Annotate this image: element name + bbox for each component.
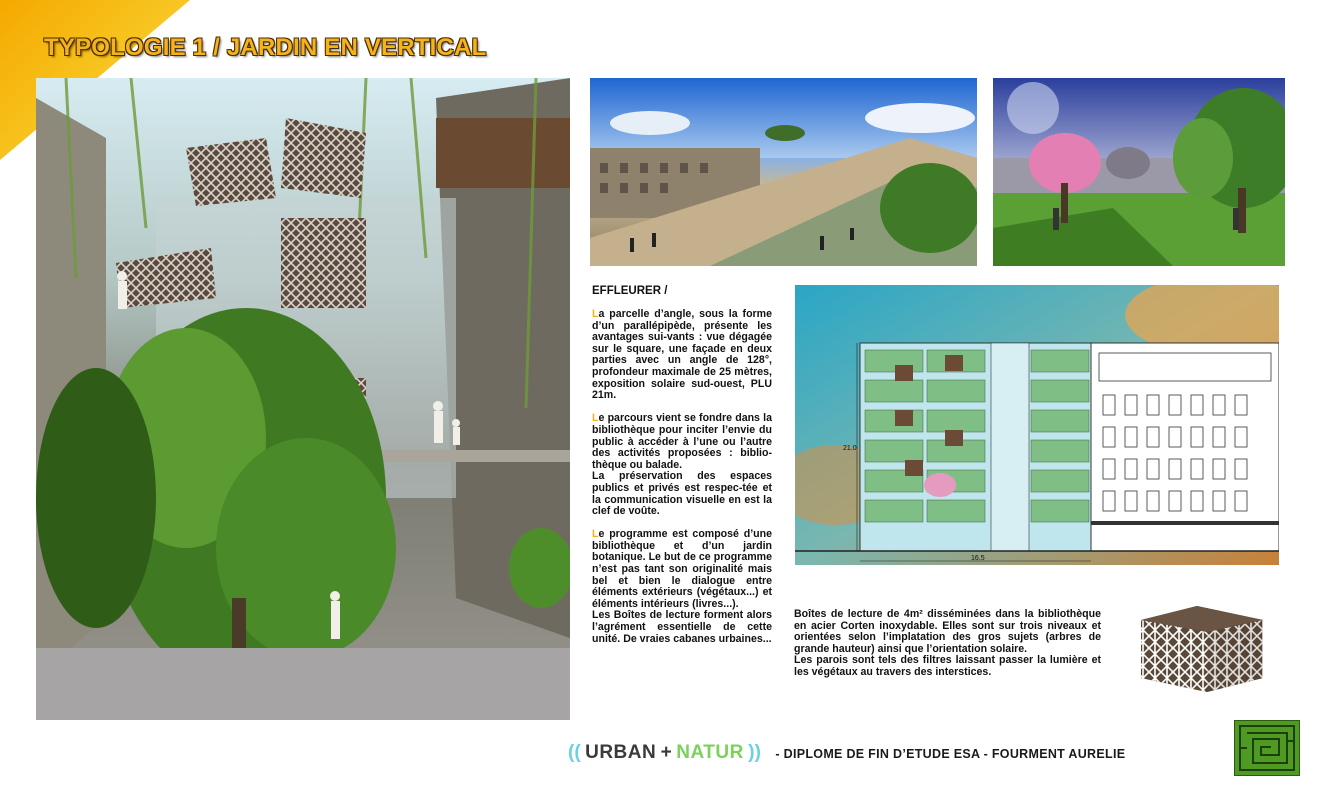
paragraph-program (592, 529, 772, 645)
paragraph-text: e parcours vient se fondre dans la bibliothèque pour inciter l’envie du public à accéder à l’une ou l’autre des activités proposées : biblio-thèque ou balade. (592, 412, 772, 471)
caption-line-2: Les parois sont tels des filtres laissant passer la lumière et les végétaux au travers des interstices. (794, 654, 1101, 678)
paragraph-continuation: La préservation des espaces publics et privés est respec-tée et la communication visuelle en est la clef de voûte. (592, 470, 772, 518)
urban-wordmark: URBAN (585, 742, 657, 763)
reading-box-cube (1137, 600, 1268, 694)
reading-box-caption (794, 609, 1101, 679)
maze-logo-icon (1234, 720, 1300, 776)
page-title: TYPOLOGIE 1 / JARDIN EN VERTICAL (44, 34, 487, 61)
render-illustration (36, 78, 570, 720)
facade-elevation-drawing (795, 285, 1279, 565)
paragraph-site (592, 309, 772, 402)
caption-line-1: Boîtes de lecture de 4m² disséminées dans la bibliothèque en acier Corten inoxydable. Elles sont sur trois niveaux et orientées selon l’implatation des gros sujets (arbres de grande hauteur) ainsi que l’orientation solaire. (794, 608, 1101, 655)
description-column (592, 309, 772, 657)
section-heading: EFFLEURER / (592, 285, 668, 297)
close-parens: )) (748, 742, 761, 763)
diploma-credit: - DIPLOME DE FIN D’ETUDE ESA - FOURMENT AURELIE (775, 747, 1126, 761)
open-parens: (( (568, 742, 581, 763)
drop-initial: L (592, 412, 599, 425)
promenade-illustration (590, 78, 977, 266)
drop-initial: L (592, 308, 599, 320)
height-dimension: 21.0 (843, 445, 857, 452)
vertical-garden-render (36, 78, 570, 720)
elevation-illustration (795, 285, 1279, 565)
rooftop-promenade-photo (590, 78, 977, 266)
paragraph-continuation: Les Boîtes de lecture forment alors l’agrément essentielle de cette unité. De vraies cabanes urbaines... (592, 609, 772, 645)
rooftop-garden-photo (993, 78, 1285, 266)
maze-pattern (1235, 721, 1299, 775)
garden-illustration (993, 78, 1285, 266)
paragraph-text: e programme est composé d’une bibliothèque et d’un jardin botanique. Le but de ce programme n’est pas tant son originalité mais bel et bien le dialogue entre éléments extérieurs (végétaux...) et éléments intérieurs (livres...). (592, 528, 772, 610)
drop-initial: L (592, 528, 599, 541)
natur-wordmark: NATUR (676, 742, 744, 763)
plus-sign: + (660, 742, 672, 763)
cube-illustration (1137, 600, 1268, 694)
paragraph-route (592, 413, 772, 517)
footer-credit (568, 742, 1125, 764)
width-dimension: 16.5 (971, 555, 985, 562)
paragraph-text: a parcelle d’angle, sous la forme d’un parallépipède, présente les avantages sui-vants : vue dégagée sur le square, une façade en deux parties avec un angle de 128°, profondeur maximale de 25 mètres, exposition solaire sud-ouest, PLU 21m. (592, 308, 772, 402)
